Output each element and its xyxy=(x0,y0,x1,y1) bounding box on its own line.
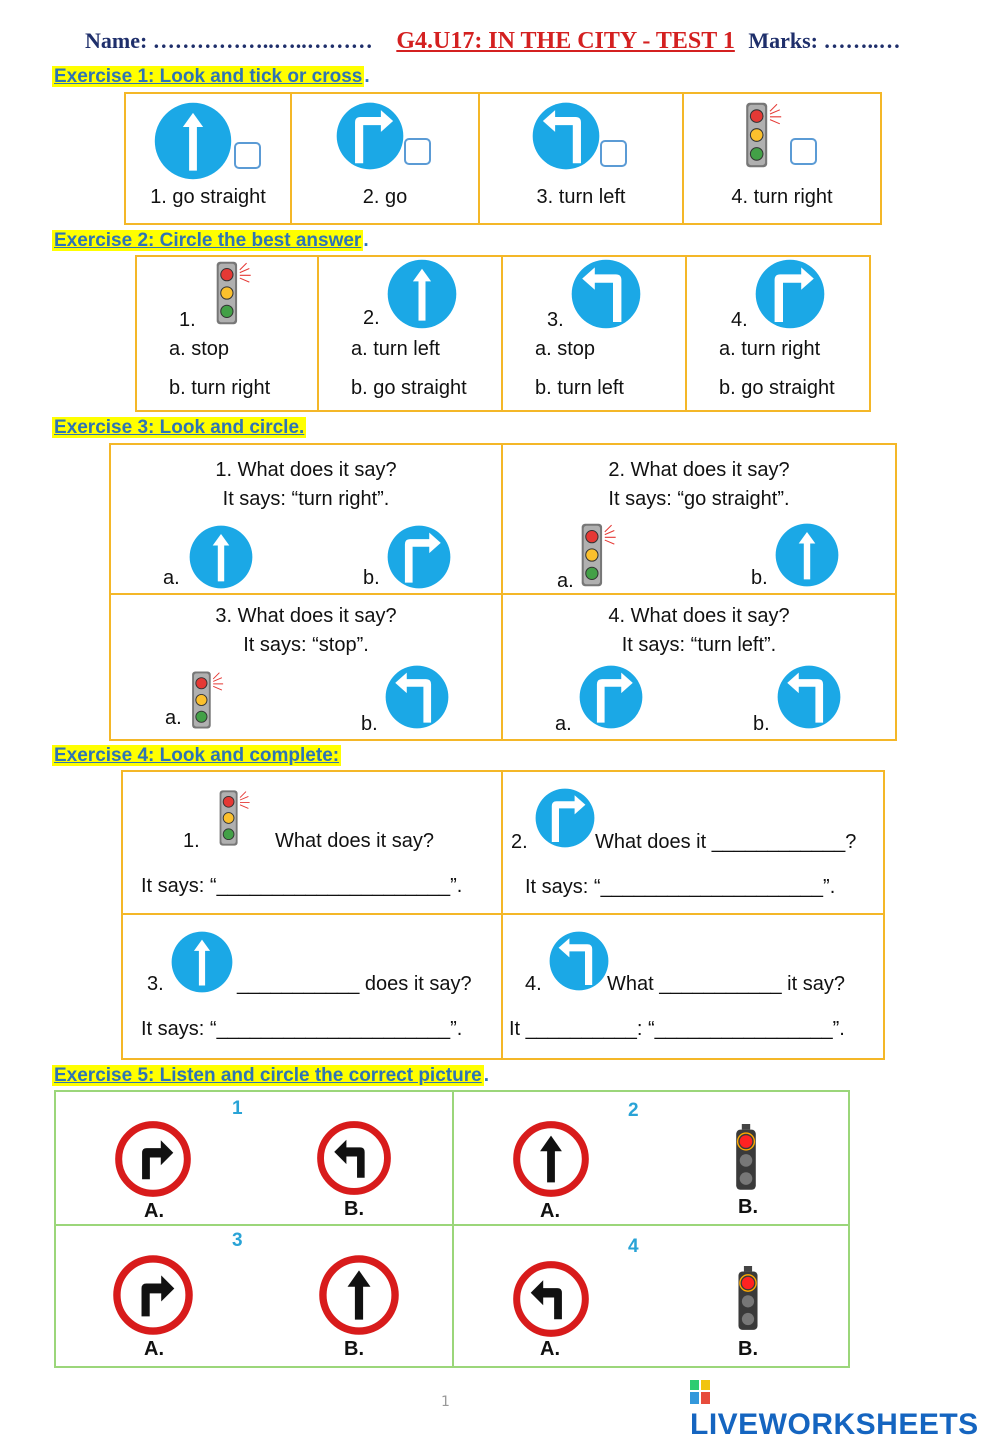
go-straight-sign-icon[interactable] xyxy=(189,525,253,589)
answer-text: It says: “turn right”. xyxy=(222,488,390,510)
option-a[interactable]: a. stop xyxy=(535,338,596,360)
option-a-label[interactable]: a. xyxy=(163,567,180,589)
go-straight-sign-icon xyxy=(171,931,233,993)
turn-left-sign-icon xyxy=(532,102,600,170)
answer-blank[interactable]: It says: “_____________________”. xyxy=(141,1018,463,1040)
exercise-4-title: Exercise 4: Look and complete: xyxy=(54,745,340,766)
item-number: 3. xyxy=(147,973,164,995)
exercise-1-title-dot: . xyxy=(364,66,370,87)
question-blank[interactable]: What does it ____________? xyxy=(595,831,857,853)
exercise-2-table xyxy=(135,255,871,412)
exercise-5-heading xyxy=(52,1065,489,1087)
exercise-5-item xyxy=(454,1090,850,1226)
exercise-1-item-label: 3. turn left xyxy=(536,186,626,208)
exercise-4-item xyxy=(121,915,503,1060)
question-blank[interactable]: ___________ does it say? xyxy=(237,973,472,995)
exercise-3-item xyxy=(503,595,897,741)
exercise-2-item xyxy=(687,255,871,412)
exercise-2-title: Exercise 2: Circle the best answer xyxy=(54,230,362,251)
exercise-4-table xyxy=(121,770,885,1060)
brand-name: LIVEWORKSHEETS xyxy=(690,1408,979,1441)
item-number: 2. xyxy=(363,307,380,329)
tick-box[interactable] xyxy=(404,138,431,165)
option-b[interactable]: b. go straight xyxy=(719,377,835,399)
option-b-label[interactable]: b. xyxy=(363,567,380,589)
item-number: 2. xyxy=(511,831,528,853)
go-straight-prohibition-sign-icon[interactable] xyxy=(318,1254,400,1336)
turn-right-sign-icon xyxy=(755,259,825,329)
turn-right-prohibition-sign-icon[interactable] xyxy=(114,1120,192,1198)
question-text: 2. What does it say? xyxy=(608,459,790,481)
question-text: What does it say? xyxy=(275,830,434,852)
turn-left-sign-icon xyxy=(571,259,641,329)
option-a[interactable]: a. turn left xyxy=(351,338,440,360)
exercise-5-table xyxy=(54,1090,850,1368)
traffic-light-icon xyxy=(211,259,255,327)
option-b-label[interactable]: b. xyxy=(361,713,378,735)
option-b-label[interactable]: B. xyxy=(738,1338,758,1360)
red-traffic-light-icon[interactable] xyxy=(732,1266,764,1334)
option-b-label[interactable]: B. xyxy=(738,1196,758,1218)
tick-box[interactable] xyxy=(600,140,627,167)
turn-right-sign-icon xyxy=(535,788,595,848)
item-number: 4 xyxy=(628,1236,639,1257)
exercise-2-heading xyxy=(52,230,369,252)
answer-text: It says: “stop”. xyxy=(243,634,369,656)
go-straight-prohibition-sign-icon[interactable] xyxy=(512,1120,590,1198)
liveworksheets-logo-icon xyxy=(690,1380,710,1404)
answer-text: It says: “turn left”. xyxy=(621,634,777,656)
option-b[interactable]: b. turn left xyxy=(535,377,624,399)
option-a[interactable]: a. turn right xyxy=(719,338,821,360)
exercise-3-item xyxy=(503,443,897,595)
exercise-1-item-label: 2. go xyxy=(362,186,408,208)
answer-blank[interactable]: It says: “____________________”. xyxy=(525,876,836,898)
answer-blank[interactable]: It says: “_____________________”. xyxy=(141,875,463,897)
turn-right-sign-icon xyxy=(336,102,404,170)
tick-box[interactable] xyxy=(790,138,817,165)
turn-left-sign-icon xyxy=(549,931,609,991)
turn-left-prohibition-sign-icon[interactable] xyxy=(316,1120,392,1196)
item-number: 3 xyxy=(232,1230,243,1251)
option-a-label[interactable]: A. xyxy=(144,1338,164,1360)
exercise-5-title-dot: . xyxy=(483,1065,489,1086)
exercise-1-title: Exercise 1: Look and tick or cross xyxy=(54,66,363,87)
item-number: 1. xyxy=(183,830,200,852)
option-a-label[interactable]: A. xyxy=(144,1200,164,1222)
marks-field-label: Marks: ……..… xyxy=(748,28,901,53)
go-straight-sign-icon[interactable] xyxy=(775,523,839,587)
exercise-3-item xyxy=(109,443,503,595)
traffic-light-icon xyxy=(742,100,784,170)
tick-box[interactable] xyxy=(234,142,261,169)
question-text: 3. What does it say? xyxy=(215,605,397,627)
exercise-1-item-label: 4. turn right xyxy=(731,186,833,208)
exercise-4-item xyxy=(503,915,885,1060)
option-a[interactable]: a. stop xyxy=(169,338,230,360)
item-number: 1. xyxy=(179,309,196,331)
turn-right-sign-icon[interactable] xyxy=(579,665,643,729)
exercise-3-title: Exercise 3: Look and circle. xyxy=(54,417,305,438)
traffic-light-icon[interactable] xyxy=(577,521,619,589)
option-b[interactable]: b. go straight xyxy=(351,377,467,399)
answer-blank[interactable]: It __________: “________________”. xyxy=(509,1018,845,1040)
option-b-label[interactable]: b. xyxy=(753,713,770,735)
exercise-4-heading xyxy=(52,745,341,767)
item-number: 4. xyxy=(731,309,748,331)
option-a-label[interactable]: a. xyxy=(165,707,182,729)
exercise-2-title-dot: . xyxy=(363,230,369,251)
traffic-light-icon xyxy=(209,788,259,848)
option-a-label[interactable]: a. xyxy=(555,713,572,735)
question-blank[interactable]: What ___________ it say? xyxy=(607,973,845,995)
page-number: 1 xyxy=(441,1394,450,1410)
exercise-5-item xyxy=(54,1090,454,1226)
worksheet-header xyxy=(85,28,901,55)
option-a-label[interactable]: A. xyxy=(540,1338,560,1360)
go-straight-sign-icon xyxy=(387,259,457,329)
turn-left-prohibition-sign-icon[interactable] xyxy=(512,1260,590,1338)
option-a-label[interactable]: A. xyxy=(540,1200,560,1222)
exercise-1-heading xyxy=(52,66,370,88)
option-b-label[interactable]: B. xyxy=(344,1338,364,1360)
exercise-1-item xyxy=(684,92,882,225)
exercise-1-item-label: 1. go straight xyxy=(150,186,266,208)
liveworksheets-brand[interactable] xyxy=(690,1374,1000,1442)
exercise-3-heading xyxy=(52,417,306,439)
name-field-label: Name: ……………..…..……… xyxy=(85,28,373,53)
exercise-4-item xyxy=(503,770,885,915)
exercise-3-table xyxy=(109,443,897,741)
option-b[interactable]: b. turn right xyxy=(169,377,271,399)
exercise-1-item xyxy=(124,92,292,225)
question-text: 1. What does it say? xyxy=(215,459,397,481)
exercise-1-table xyxy=(124,92,882,225)
exercise-2-item xyxy=(503,255,687,412)
exercise-1-item xyxy=(292,92,480,225)
item-number: 2 xyxy=(628,1100,639,1121)
answer-text: It says: “go straight”. xyxy=(608,488,790,510)
exercise-5-item xyxy=(54,1226,454,1368)
item-number: 4. xyxy=(525,973,542,995)
turn-left-sign-icon[interactable] xyxy=(385,665,449,729)
option-b-label[interactable]: b. xyxy=(751,567,768,589)
exercise-5-item xyxy=(454,1226,850,1368)
exercise-5-title: Exercise 5: Listen and circle the correct picture xyxy=(54,1065,482,1086)
turn-left-sign-icon[interactable] xyxy=(777,665,841,729)
exercise-3-item xyxy=(109,595,503,741)
option-b-label[interactable]: B. xyxy=(344,1198,364,1220)
red-traffic-light-icon[interactable] xyxy=(728,1124,764,1194)
exercise-4-item xyxy=(121,770,503,915)
turn-right-sign-icon[interactable] xyxy=(387,525,451,589)
go-straight-sign-icon xyxy=(154,102,232,180)
page-title: G4.U17: IN THE CITY - TEST 1 xyxy=(396,28,735,54)
exercise-2-item xyxy=(135,255,319,412)
traffic-light-icon[interactable] xyxy=(187,669,227,731)
exercise-2-item xyxy=(319,255,503,412)
item-number: 1 xyxy=(232,1098,243,1119)
exercise-1-item xyxy=(480,92,684,225)
item-number: 3. xyxy=(547,309,564,331)
question-text: 4. What does it say? xyxy=(608,605,790,627)
turn-right-prohibition-sign-icon[interactable] xyxy=(112,1254,194,1336)
option-a-label[interactable]: a. xyxy=(557,570,574,592)
